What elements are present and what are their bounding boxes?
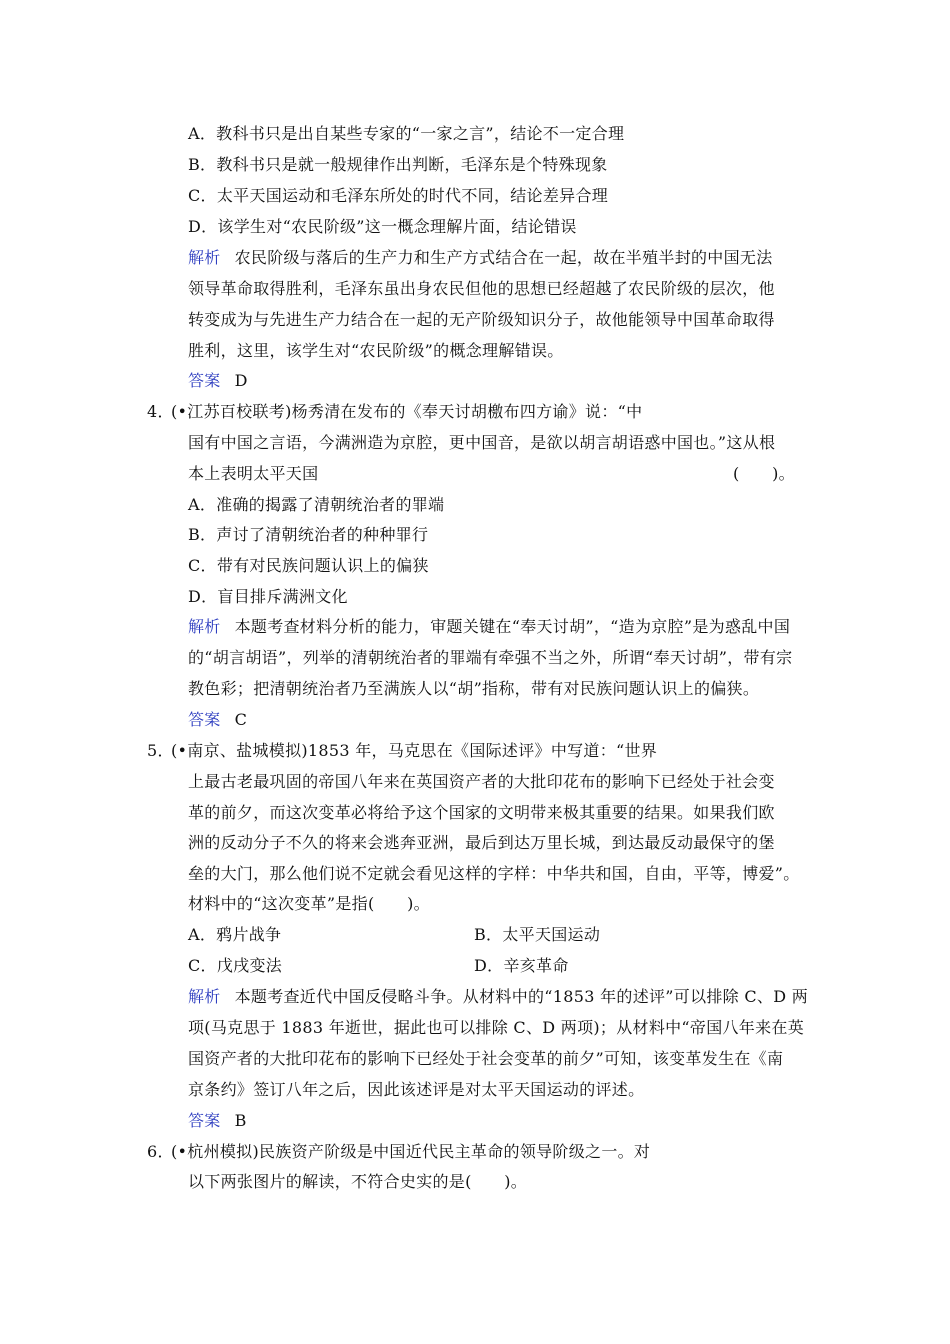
q5-analysis-label: 解析: [188, 987, 221, 1006]
q5-stem-line: 材料中的“这次变革”是指( )。: [188, 894, 430, 913]
q5-option-d: D．辛亥革命: [474, 956, 569, 975]
q3-analysis-text: 转变成为与先进生产力结合在一起的无产阶级知识分子，故他能领导中国革命取得: [188, 310, 775, 329]
q4-stem-line: 本上表明太平天国: [188, 464, 319, 483]
q5-number: 5．: [147, 741, 174, 760]
q6-stem-line: (•杭州模拟)民族资产阶级是中国近代民主革命的领导阶级之一。对: [171, 1142, 651, 1161]
q5-option-a: A．鸦片战争: [188, 925, 282, 944]
q4-option-c: C．带有对民族问题认识上的偏狭: [188, 556, 429, 575]
q5-option-b: B．太平天国运动: [474, 925, 601, 944]
q4-answer-label: 答案: [188, 710, 221, 729]
q5-stem-line: 革的前夕，而这次变革必将给予这个国家的文明带来极其重要的结果。如果我们欧: [188, 803, 775, 822]
q4-option-b: B．声讨了清朝统治者的种种罪行: [188, 525, 429, 544]
q3-answer-value: D: [234, 371, 248, 390]
q3-option-c: C．太平天国运动和毛泽东所处的时代不同，结论差异合理: [188, 186, 609, 205]
q5-analysis-line: [188, 987, 808, 1007]
q4-number: 4．: [147, 402, 174, 421]
q6-number: 6．: [147, 1142, 174, 1161]
q3-analysis-label: 解析: [188, 248, 221, 267]
q5-stem-line: (•南京、盐城模拟)1853 年，马克思在《国际述评》中写道：“世界: [171, 741, 658, 760]
q4-stem-line: 国有中国之言语，今满洲造为京腔，更中国音，是欲以胡言胡语惑中国也。”这从根: [188, 433, 776, 452]
q5-analysis-text: 国资产者的大批印花布的影响下已经处于社会变革的前夕”可知，该变革发生在《南: [188, 1049, 784, 1068]
q4-answer-value: C: [234, 710, 248, 729]
q5-stem-line: 垒的大门，那么他们说不定就会看见这样的字样：中华共和国，自由，平等，博爱”。: [188, 864, 800, 883]
q5-answer-line: [188, 1111, 247, 1131]
q4-analysis-text: 的“胡言胡语”，列举的清朝统治者的罪端有牵强不当之外，所谓“奉天讨胡”，带有宗: [188, 648, 793, 667]
q4-stem-line: (•江苏百校联考)杨秀清在发布的《奉天讨胡檄布四方谕》说：“中: [171, 402, 643, 421]
q5-analysis-text: 项(马克思于 1883 年逝世，据此也可以排除 C、D 两项)；从材料中“帝国八年来在英: [188, 1018, 804, 1037]
q3-answer-label: 答案: [188, 371, 221, 390]
q3-analysis-line: [188, 248, 773, 268]
q4-answer-line: [188, 710, 247, 730]
q3-option-b: B．教科书只是就一般规律作出判断，毛泽东是个特殊现象: [188, 155, 608, 174]
q5-analysis-text: 本题考查近代中国反侵略斗争。从材料中的“1853 年的述评”可以排除 C、D 两: [234, 987, 809, 1006]
q4-option-a: A．准确的揭露了清朝统治者的罪端: [188, 495, 445, 514]
q4-option-d: D．盲目排斥满洲文化: [188, 587, 348, 606]
q5-answer-label: 答案: [188, 1111, 221, 1130]
q3-analysis-text: 农民阶级与落后的生产力和生产方式结合在一起，故在半殖半封的中国无法: [234, 248, 773, 267]
q5-stem-line: 上最古老最巩固的帝国八年来在英国资产者的大批印花布的影响下已经处于社会变: [188, 772, 775, 791]
q4-analysis-line: [188, 617, 790, 637]
q5-option-c: C．戊戌变法: [188, 956, 283, 975]
q4-analysis-text: 教色彩；把清朝统治者乃至满族人以“胡”指称，带有对民族问题认识上的偏狭。: [188, 679, 760, 698]
q4-analysis-text: 本题考查材料分析的能力，审题关键在“奉天讨胡”，“造为京腔”是为惑乱中国: [234, 617, 791, 636]
q3-option-a: A．教科书只是出自某些专家的“一家之言”，结论不一定合理: [188, 124, 625, 143]
q3-analysis-text: 胜利，这里，该学生对“农民阶级”的概念理解错误。: [188, 341, 564, 360]
q3-option-d: D．该学生对“农民阶级”这一概念理解片面，结论错误: [188, 217, 577, 236]
q6-stem-line: 以下两张图片的解读，不符合史实的是( )。: [188, 1172, 528, 1191]
q5-analysis-text: 京条约》签订八年之后，因此该述评是对太平天国运动的评述。: [188, 1080, 645, 1099]
q4-answer-bracket: ( )。: [733, 464, 795, 483]
q4-analysis-label: 解析: [188, 617, 221, 636]
q5-answer-value: B: [234, 1111, 247, 1130]
q3-answer-line: [188, 371, 248, 391]
q5-stem-line: 洲的反动分子不久的将来会逃奔亚洲，最后到达万里长城，到达最反动最保守的堡: [188, 833, 775, 852]
q3-analysis-text: 领导革命取得胜利，毛泽东虽出身农民但他的思想已经超越了农民阶级的层次，他: [188, 279, 775, 298]
